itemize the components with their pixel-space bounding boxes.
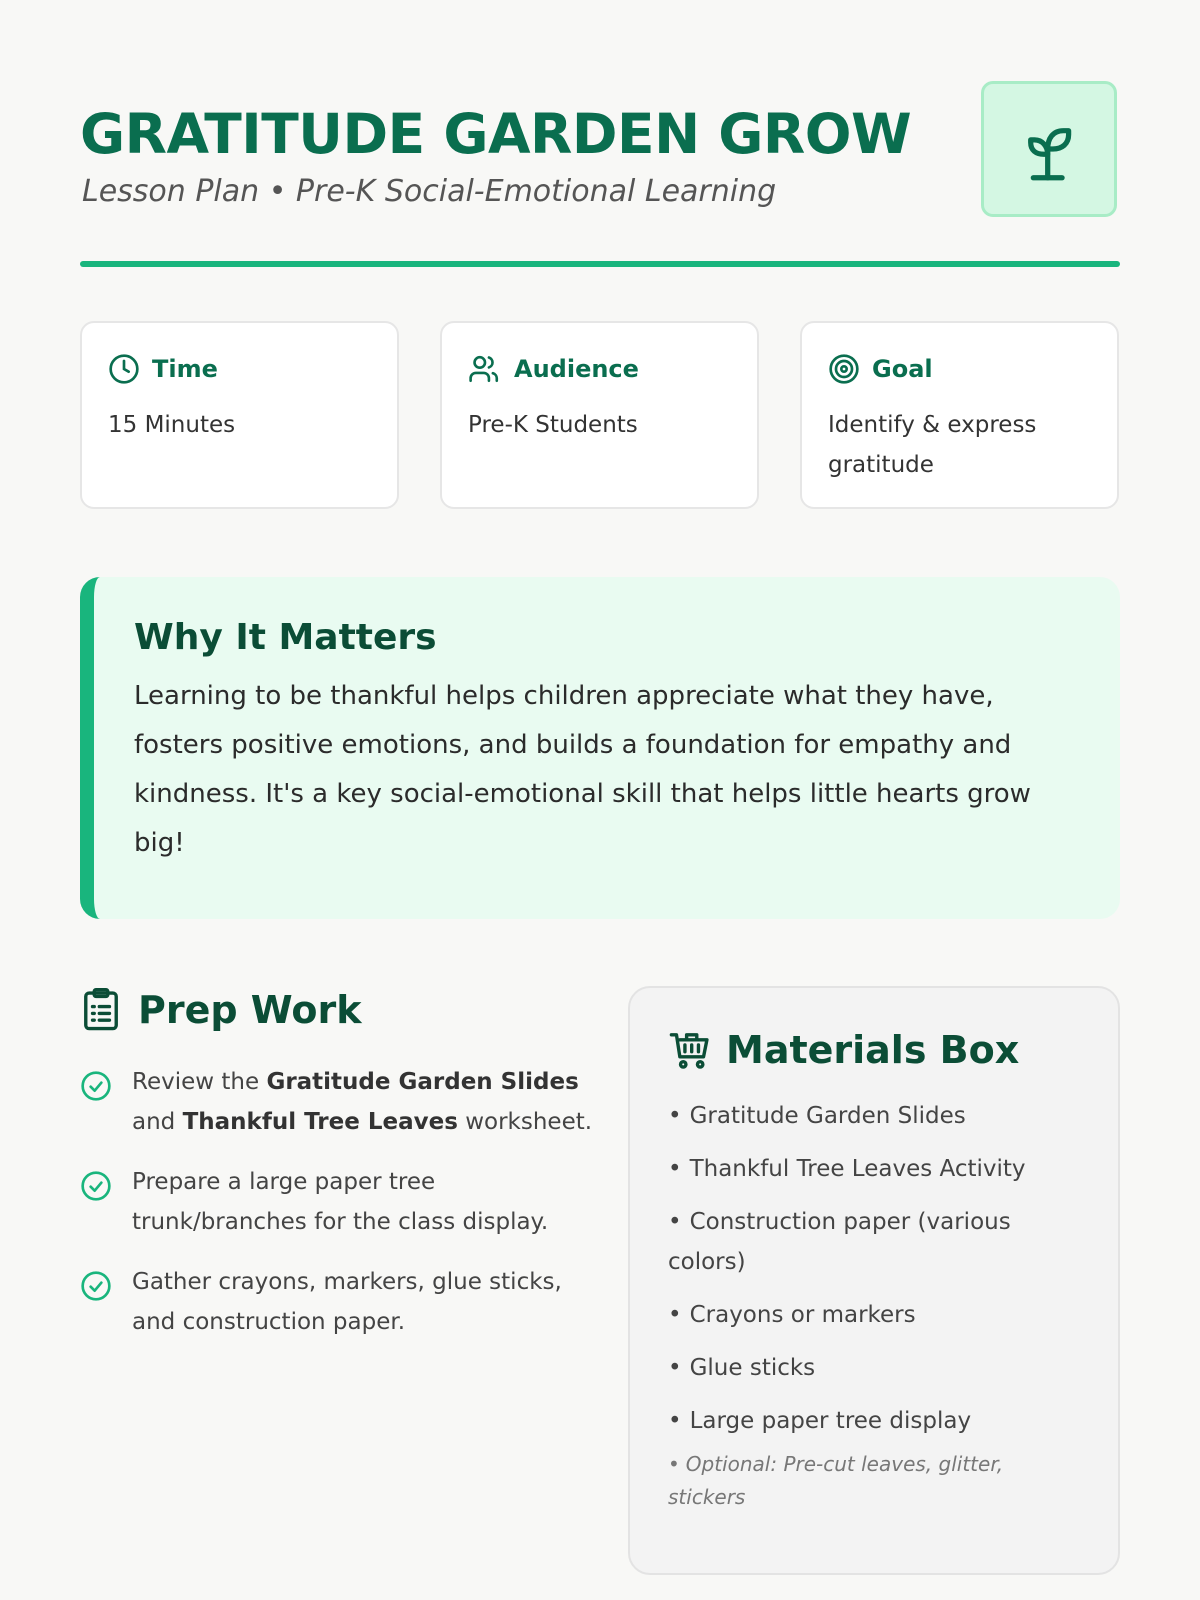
prep-item-text: Prepare a large paper tree trunk/branches for the class display. — [132, 1169, 549, 1235]
clock-icon — [108, 353, 140, 385]
list-item: • Thankful Tree Leaves Activity — [668, 1149, 1080, 1189]
list-item — [80, 1262, 600, 1342]
list-item: • Gratitude Garden Slides — [668, 1096, 1080, 1136]
info-card-label: Time — [152, 355, 218, 383]
logo-badge — [981, 81, 1117, 217]
info-card-label: Goal — [872, 355, 933, 383]
prep-item-text: Review the Gratitude Garden Slides and Thankful Tree Leaves worksheet. — [132, 1069, 593, 1135]
materials-list — [668, 1096, 1080, 1441]
materials-heading: Materials Box — [726, 1028, 1020, 1072]
check-circle-icon — [80, 1070, 112, 1102]
prep-work-header — [82, 988, 361, 1032]
info-card-value: 15 Minutes — [108, 412, 236, 438]
shopping-cart-icon — [668, 1028, 712, 1072]
header-divider — [80, 261, 1120, 267]
info-card-value: Pre-K Students — [468, 412, 638, 438]
list-item — [80, 1062, 600, 1142]
why-it-matters-callout — [80, 577, 1120, 919]
list-item: • Construction paper (various colors) — [668, 1202, 1080, 1282]
prep-heading: Prep Work — [138, 988, 362, 1032]
prep-checklist — [80, 1062, 600, 1362]
info-card-label: Audience — [514, 355, 639, 383]
why-body: Learning to be thankful helps children appreciate what they have, fosters positive emotions, and builds a foundation for empathy and kindness. It's a key social-emotional skill that helps little hearts grow big! — [134, 681, 1031, 858]
target-icon — [828, 353, 860, 385]
clipboard-list-icon — [82, 988, 120, 1032]
list-item: • Crayons or markers — [668, 1295, 1080, 1335]
materials-optional-note: • Optional: Pre-cut leaves, glitter, stickers — [668, 1448, 1080, 1514]
page-title: GRATITUDE GARDEN GROW — [80, 102, 912, 166]
info-card-audience — [440, 321, 759, 509]
info-card-goal — [800, 321, 1119, 509]
page-subtitle: Lesson Plan • Pre-K Social-Emotional Learning — [82, 174, 777, 209]
info-card-value: Identify & express gratitude — [828, 412, 1037, 478]
info-card-time — [80, 321, 399, 509]
materials-box — [628, 986, 1120, 1575]
list-item: • Glue sticks — [668, 1348, 1080, 1388]
check-circle-icon — [80, 1270, 112, 1302]
why-heading: Why It Matters — [134, 617, 437, 658]
sprout-icon — [1017, 115, 1081, 183]
list-item: • Large paper tree display — [668, 1401, 1080, 1441]
check-circle-icon — [80, 1170, 112, 1202]
prep-item-text: Gather crayons, markers, glue sticks, and construction paper. — [132, 1269, 562, 1335]
list-item — [80, 1162, 600, 1242]
users-icon — [468, 353, 502, 385]
